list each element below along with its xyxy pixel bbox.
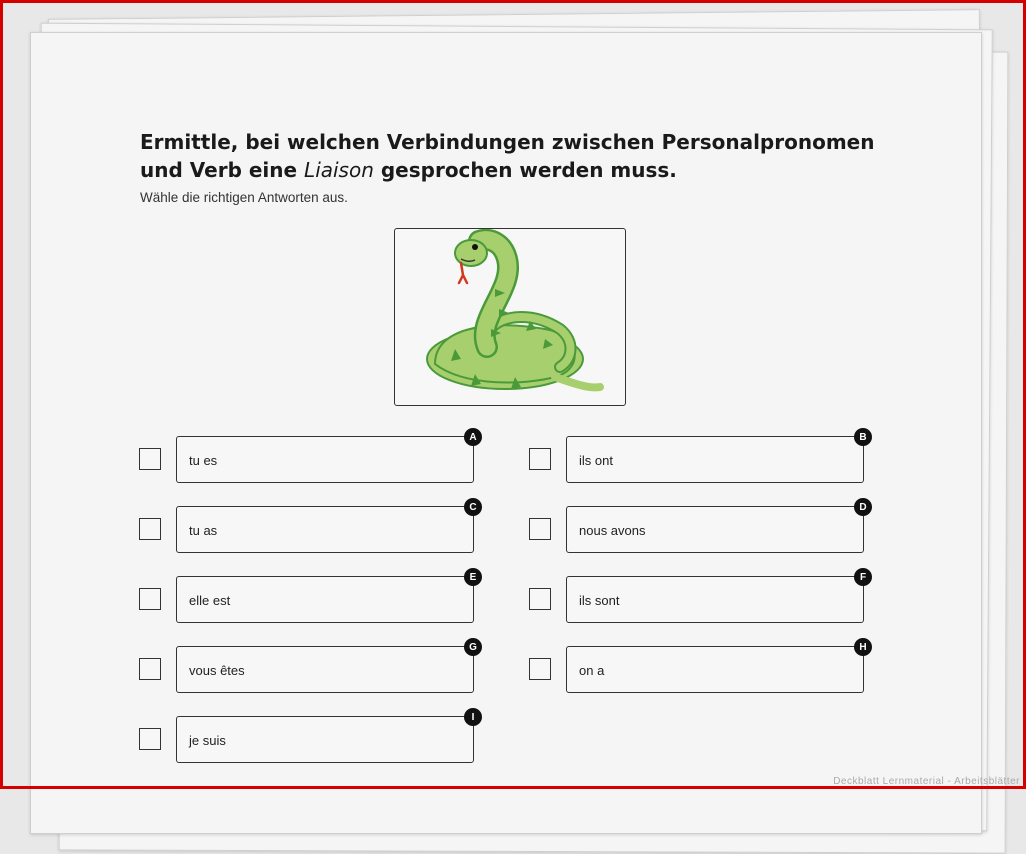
checkbox-f[interactable] [529,588,551,610]
checkbox-b[interactable] [529,448,551,470]
checkbox-h[interactable] [529,658,551,680]
checkbox-a[interactable] [139,448,161,470]
option-letter-badge: G [464,638,482,656]
option-letter-badge: E [464,568,482,586]
checkbox-i[interactable] [139,728,161,750]
answer-text: ils ont [579,453,613,468]
answer-option-i[interactable] [176,711,475,763]
option-letter-badge: C [464,498,482,516]
answer-text: nous avons [579,523,646,538]
illustration-frame [394,228,626,406]
answer-option-h[interactable] [566,641,867,693]
option-letter-badge: F [854,568,872,586]
answer-text: ils sont [579,593,620,608]
checkbox-e[interactable] [139,588,161,610]
answer-option-e[interactable] [176,571,477,623]
snake-icon [395,229,625,405]
watermark: Deckblatt Lernmaterial - Arbeitsblätter [833,776,1020,787]
answer-text: tu es [189,453,218,468]
option-letter-badge: A [464,428,482,446]
answer-option-d[interactable] [566,501,867,553]
answer-text: vous êtes [189,663,245,678]
instruction-text: Wähle die richtigen Antworten aus. [140,190,348,205]
question-title: Ermittle, bei welchen Verbindungen zwischen Personalpronomen und Verb eine Liaison gesprochen werden muss. [140,130,875,182]
checkbox-g[interactable] [139,658,161,680]
answer-option-a[interactable] [176,431,477,483]
answer-text: on a [579,663,605,678]
option-letter-badge: I [464,708,482,726]
option-letter-badge: D [854,498,872,516]
answer-option-g[interactable] [176,641,477,693]
checkbox-c[interactable] [139,518,161,540]
checkbox-d[interactable] [529,518,551,540]
option-letter-badge: H [854,638,872,656]
answer-option-f[interactable] [566,571,867,623]
answer-text: elle est [189,593,231,608]
answer-option-c[interactable] [176,501,477,553]
title-emphasis: Liaison [304,158,374,182]
answer-text: je suis [189,733,226,748]
answer-option-b[interactable] [566,431,867,483]
answer-text: tu as [189,523,218,538]
option-letter-badge: B [854,428,872,446]
